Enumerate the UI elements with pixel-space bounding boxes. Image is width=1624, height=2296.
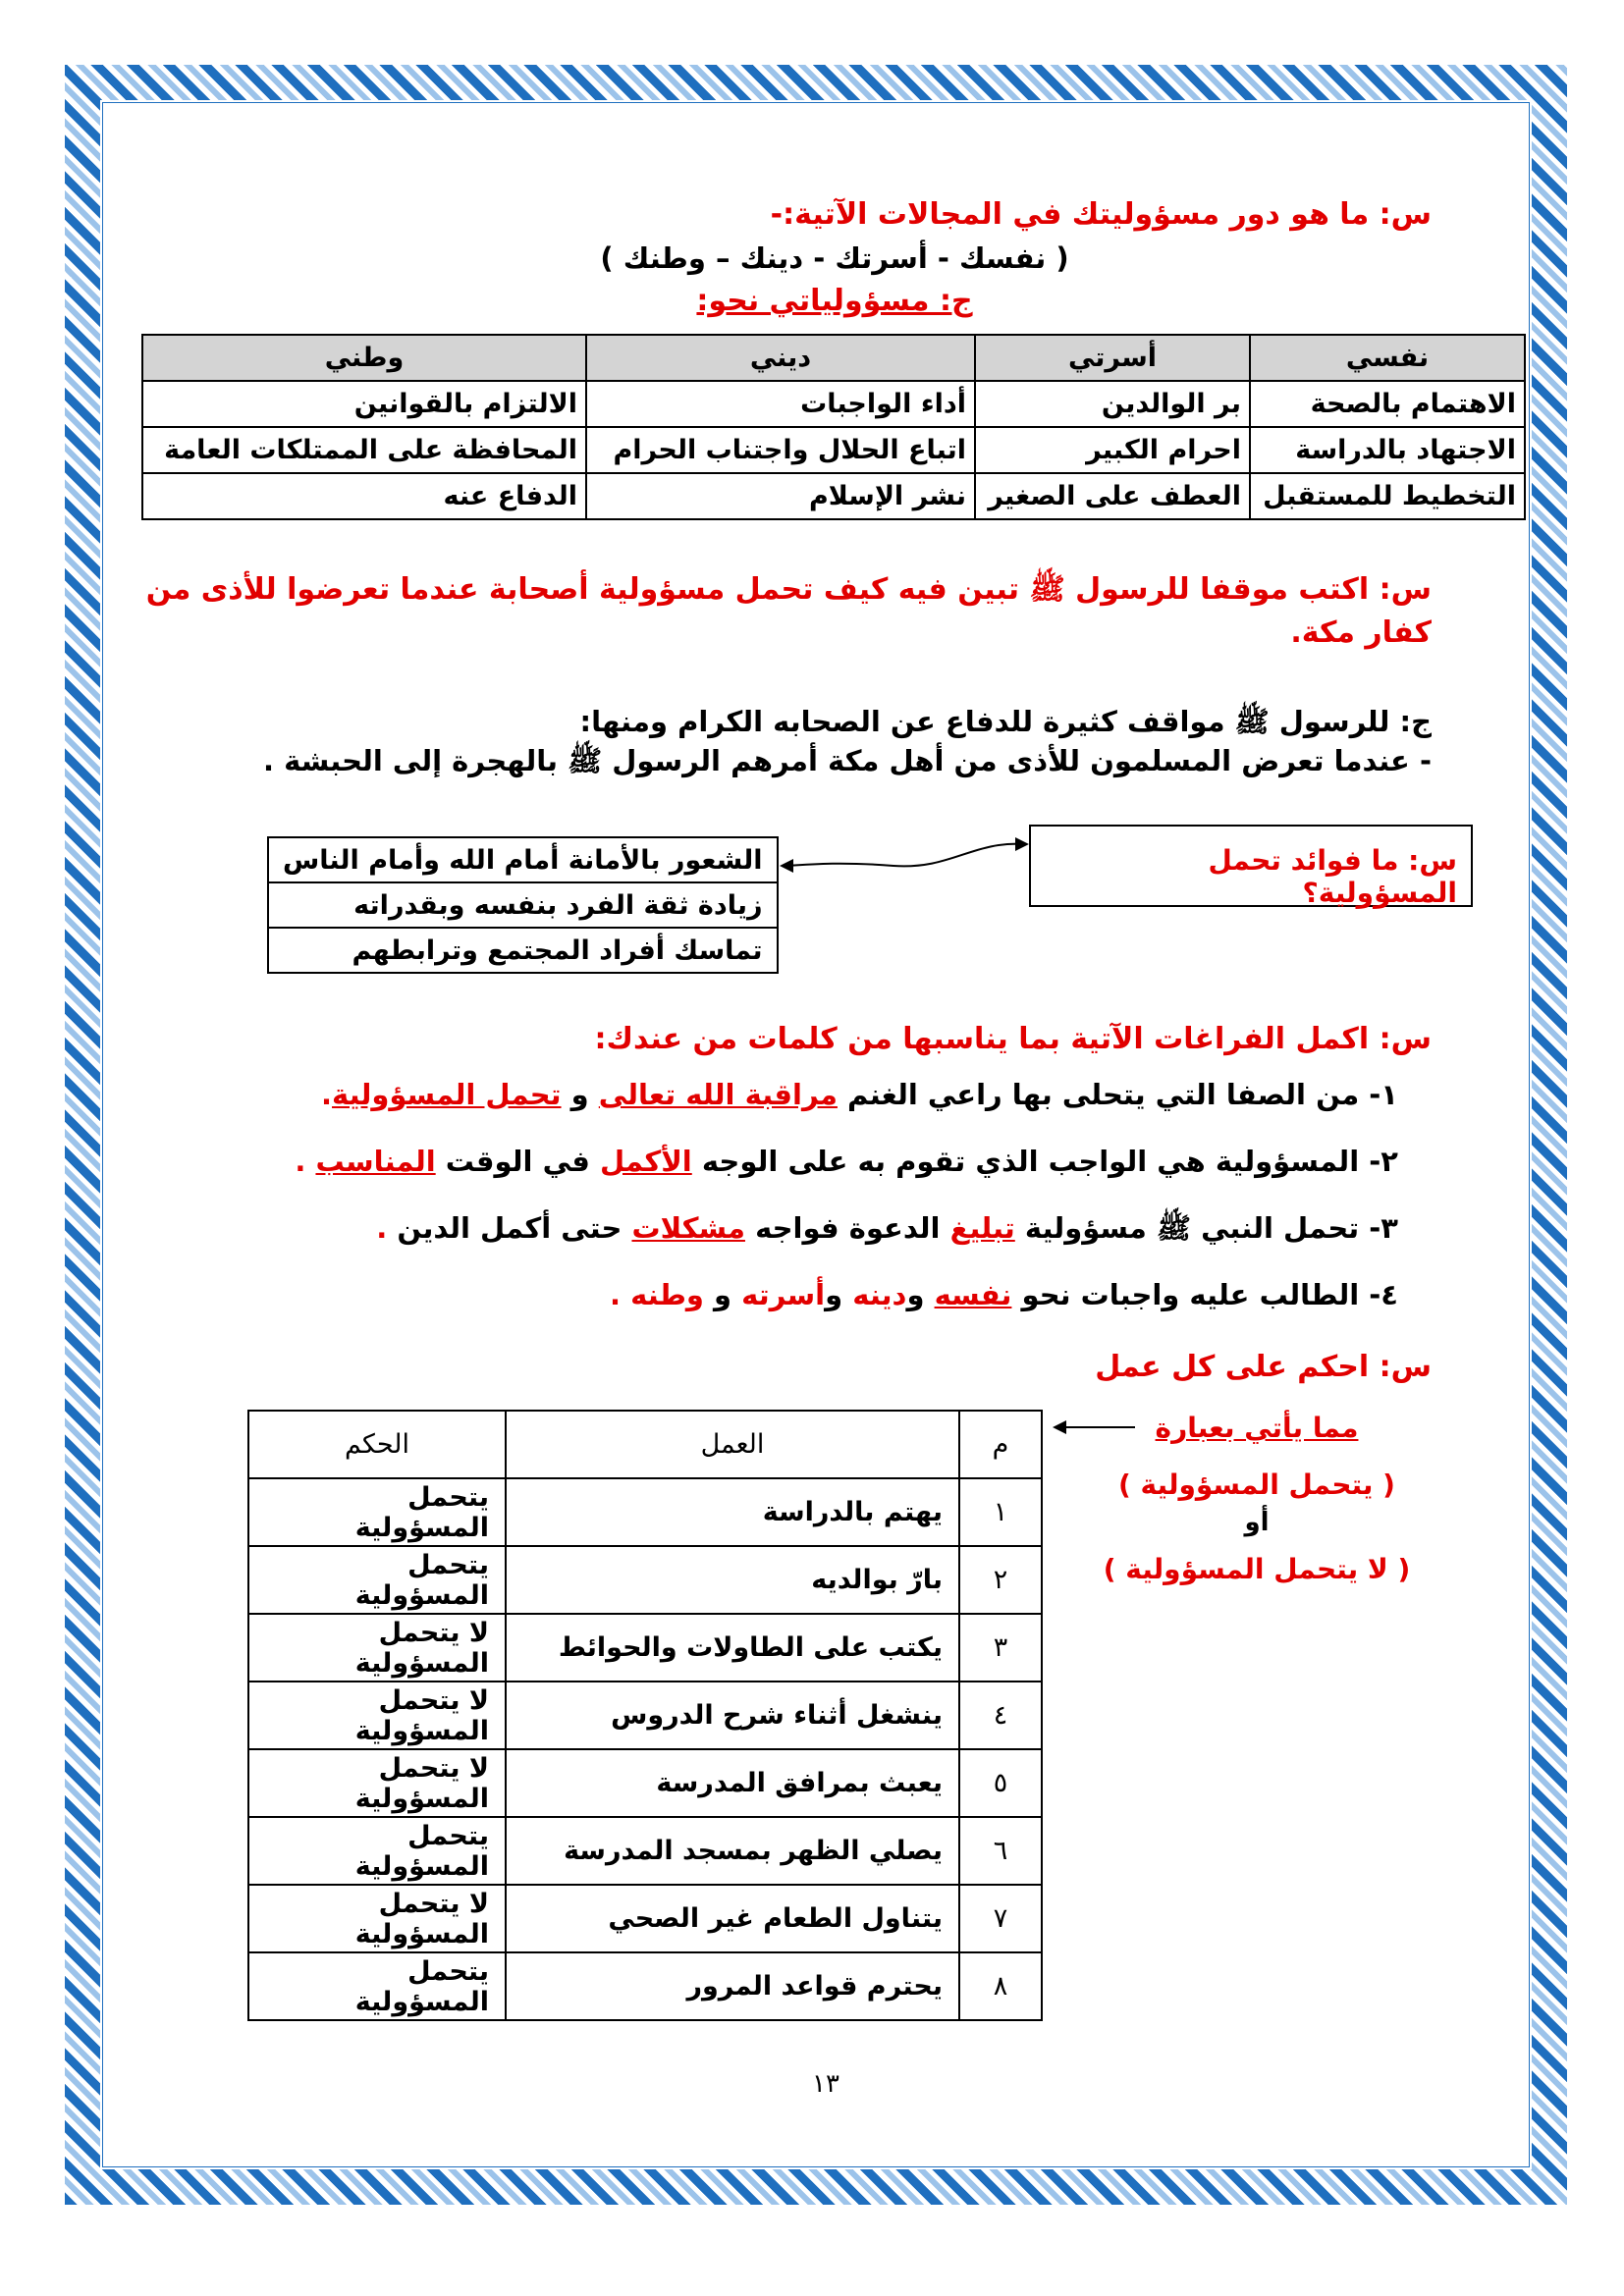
q2-answer-line2: - عندما تعرض المسلمون للأذى من أهل مكة أمرهم الرسول ﷺ بالهجرة إلى الحبشة . bbox=[263, 744, 1432, 777]
filled-answer: المناسب bbox=[315, 1145, 436, 1178]
row-number: ٢ bbox=[959, 1546, 1042, 1614]
table-cell: اتباع الحلال واجتناب الحرام bbox=[586, 427, 975, 473]
header-action: العمل bbox=[506, 1411, 959, 1478]
q5-side-note bbox=[1100, 1412, 1414, 1585]
side-note-option1: ( يتحمل المسؤولية ) bbox=[1118, 1468, 1395, 1501]
action-cell: يحترم قواعد المرور bbox=[506, 1952, 959, 2020]
table-row bbox=[248, 1952, 1042, 2020]
q3-question: س: ما فوائد تحمل المسؤولية؟ bbox=[1208, 844, 1457, 909]
item-end: . bbox=[321, 1078, 333, 1111]
q2-question-line1: س: اكتب موقفا للرسول ﷺ تبين فيه كيف تحمل مسؤولية أصحابة عندما تعرضوا للأذى من bbox=[145, 572, 1432, 607]
page-number: ١٣ bbox=[812, 2069, 839, 2099]
fill-item-2 bbox=[295, 1145, 1398, 1178]
row-number: ٤ bbox=[959, 1682, 1042, 1749]
table-cell: الالتزام بالقوانين bbox=[142, 381, 586, 427]
q1-answer-intro: ج: مسؤولياتي نحو: bbox=[696, 284, 973, 318]
item-number: ١- bbox=[1369, 1078, 1398, 1111]
q4-question: س: اكمل الفراغات الآتية بما يناسبها من كلمات من عندك: bbox=[594, 1022, 1432, 1056]
q1-question: س: ما هو دور مسؤوليتك في المجالات الآتية:- bbox=[770, 197, 1432, 232]
item-end: . bbox=[295, 1145, 316, 1178]
item-text: الطالب عليه واجبات نحو bbox=[1011, 1278, 1370, 1311]
table-cell: نشر الإسلام bbox=[586, 473, 975, 519]
item-text: و bbox=[906, 1278, 935, 1311]
filled-answer: نفسه bbox=[934, 1278, 1012, 1311]
table-row bbox=[248, 1682, 1042, 1749]
judgment-cell: يتحمل المسؤولية bbox=[248, 1546, 506, 1614]
item-number: ٣- bbox=[1369, 1211, 1398, 1245]
benefit-text: تماسك أفراد المجتمع وترابطهم bbox=[268, 928, 778, 973]
table-row bbox=[248, 1546, 1042, 1614]
action-cell: بارّ بوالديه bbox=[506, 1546, 959, 1614]
table-header-row bbox=[142, 335, 1525, 381]
item-text: و bbox=[703, 1278, 742, 1311]
judgment-cell: يتحمل المسؤولية bbox=[248, 1817, 506, 1885]
table-row bbox=[142, 473, 1525, 519]
q1-areas: ( نفسك - أسرتك - دينك – وطنك ) bbox=[600, 241, 1069, 275]
benefits-table bbox=[267, 836, 779, 974]
table-row bbox=[142, 427, 1525, 473]
row-number: ١ bbox=[959, 1478, 1042, 1546]
side-note-option2: ( لا يتحمل المسؤولية ) bbox=[1103, 1553, 1411, 1585]
judgment-cell: لا يتحمل المسؤولية bbox=[248, 1885, 506, 1952]
q3-question-box bbox=[1029, 825, 1473, 907]
header-religion: ديني bbox=[586, 335, 975, 381]
item-text: تحمل النبي ﷺ مسؤولية bbox=[1014, 1211, 1370, 1245]
action-cell: يكتب على الطاولات والحوائط bbox=[506, 1614, 959, 1682]
filled-answer: دينه bbox=[852, 1278, 907, 1311]
item-number: ٢- bbox=[1369, 1145, 1398, 1178]
action-cell: يهتم بالدراسة bbox=[506, 1478, 959, 1546]
judgment-cell: يتحمل المسؤولية bbox=[248, 1952, 506, 2020]
header-family: أسرتي bbox=[975, 335, 1250, 381]
item-text: و bbox=[561, 1078, 599, 1111]
table-row bbox=[248, 1614, 1042, 1682]
row-number: ٧ bbox=[959, 1885, 1042, 1952]
q2-question-line2: كفار مكة. bbox=[1290, 615, 1432, 650]
action-cell: ينشغل أثناء شرح الدروس bbox=[506, 1682, 959, 1749]
item-number: ٤- bbox=[1369, 1278, 1398, 1311]
judgment-table bbox=[247, 1410, 1043, 2021]
table-row bbox=[142, 381, 1525, 427]
item-end: . bbox=[376, 1211, 388, 1245]
filled-answer: أسرته bbox=[741, 1278, 826, 1311]
action-cell: يعبث بمرافق المدرسة bbox=[506, 1749, 959, 1817]
filled-answer: وطنه bbox=[630, 1278, 704, 1311]
benefit-text: زيادة ثقة الفرد بنفسه وبقدراته bbox=[268, 882, 778, 928]
q2-answer-line1: ج: للرسول ﷺ مواقف كثيرة للدفاع عن الصحابه الكرام ومنها: bbox=[579, 705, 1432, 738]
benefit-text: الشعور بالأمانة أمام الله وأمام الناس bbox=[268, 837, 778, 882]
side-note-or: أو bbox=[1244, 1508, 1270, 1537]
header-number: م bbox=[959, 1411, 1042, 1478]
table-cell: الاهتمام بالصحة bbox=[1250, 381, 1525, 427]
item-text: من الصفا التي يتحلى بها راعي الغنم bbox=[837, 1078, 1370, 1111]
arrow-connector-icon bbox=[776, 830, 1031, 899]
header-self: نفسي bbox=[1250, 335, 1525, 381]
row-number: ٨ bbox=[959, 1952, 1042, 2020]
judgment-cell: لا يتحمل المسؤولية bbox=[248, 1749, 506, 1817]
row-number: ٥ bbox=[959, 1749, 1042, 1817]
table-cell: بر الوالدين bbox=[975, 381, 1250, 427]
item-text: و bbox=[825, 1278, 853, 1311]
item-text: في الوقت bbox=[435, 1145, 601, 1178]
fill-item-1 bbox=[321, 1078, 1398, 1111]
table-row bbox=[248, 1817, 1042, 1885]
table-row bbox=[248, 1885, 1042, 1952]
judgment-cell: لا يتحمل المسؤولية bbox=[248, 1614, 506, 1682]
table-cell: أداء الواجبات bbox=[586, 381, 975, 427]
table-cell: المحافظة على الممتلكات العامة bbox=[142, 427, 586, 473]
table-row bbox=[248, 1478, 1042, 1546]
action-cell: يصلي الظهر بمسجد المدرسة bbox=[506, 1817, 959, 1885]
action-cell: يتناول الطعام غير الصحي bbox=[506, 1885, 959, 1952]
item-text: المسؤولية هي الواجب الذي تقوم به على الوجه bbox=[691, 1145, 1370, 1178]
table-header-row bbox=[248, 1411, 1042, 1478]
table-row bbox=[248, 1749, 1042, 1817]
table-cell: الدفاع عنه bbox=[142, 473, 586, 519]
header-judgment: الحكم bbox=[248, 1411, 506, 1478]
list-item bbox=[268, 928, 778, 973]
list-item bbox=[268, 882, 778, 928]
fill-item-4 bbox=[610, 1278, 1398, 1311]
fill-item-3 bbox=[376, 1211, 1398, 1253]
filled-answer: مشكلات bbox=[631, 1211, 745, 1245]
item-text: حتى أكمل الدين bbox=[387, 1211, 632, 1245]
row-number: ٦ bbox=[959, 1817, 1042, 1885]
header-homeland: وطني bbox=[142, 335, 586, 381]
list-item bbox=[268, 837, 778, 882]
filled-answer: مراقبة الله تعالى bbox=[598, 1078, 838, 1111]
judgment-cell: يتحمل المسؤولية bbox=[248, 1478, 506, 1546]
q5-question: س: احكم على كل عمل bbox=[1095, 1350, 1432, 1384]
item-end: . bbox=[610, 1278, 631, 1311]
table-cell: العطف على الصغير bbox=[975, 473, 1250, 519]
table-cell: التخطيط للمستقبل bbox=[1250, 473, 1525, 519]
filled-answer: تبليغ bbox=[949, 1211, 1015, 1245]
side-note-line1: مما يأتي بعبارة bbox=[1155, 1412, 1359, 1444]
judgment-cell: لا يتحمل المسؤولية bbox=[248, 1682, 506, 1749]
responsibilities-table bbox=[141, 334, 1526, 520]
filled-answer: تحمل المسؤولية bbox=[332, 1078, 562, 1111]
table-cell: الاجتهاد بالدراسة bbox=[1250, 427, 1525, 473]
filled-answer: الأكمل bbox=[600, 1145, 692, 1178]
row-number: ٣ bbox=[959, 1614, 1042, 1682]
item-text: الدعوة فواجه bbox=[744, 1211, 950, 1245]
table-cell: احرام الكبير bbox=[975, 427, 1250, 473]
